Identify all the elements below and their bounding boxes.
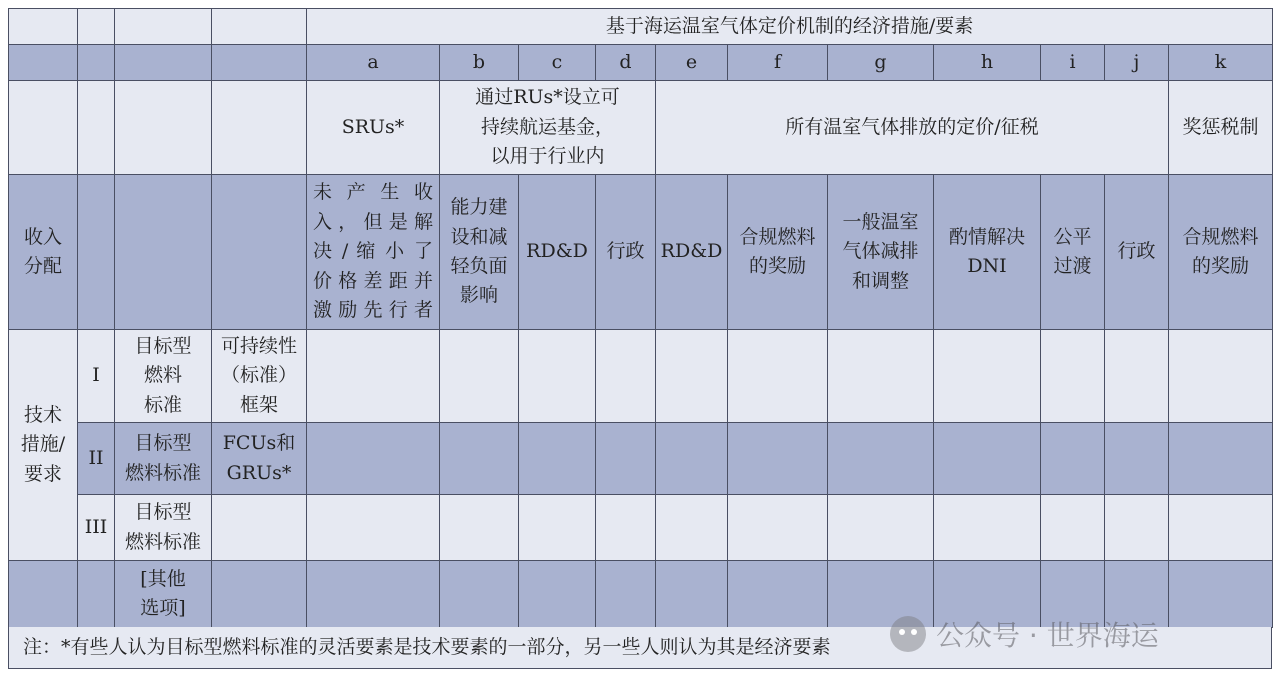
table-cell — [1041, 423, 1105, 495]
table-cell — [1041, 561, 1105, 628]
table-cell — [596, 561, 656, 628]
technical-label: 技术 措施/ 要求 — [9, 330, 78, 561]
table-cell — [307, 561, 440, 628]
revenue-cell-e: RD&D — [656, 175, 728, 330]
table-cell — [1105, 495, 1169, 561]
table-cell — [440, 423, 519, 495]
element-cell-other — [212, 561, 307, 628]
column-letter-i: i — [1041, 45, 1105, 81]
corner-cell-3 — [115, 9, 212, 45]
revenue-cell-f: 合规燃料 的奖励 — [728, 175, 828, 330]
revenue-blank — [78, 175, 115, 330]
table-cell — [656, 423, 728, 495]
revenue-cell-h: 酌情解决 DNI — [934, 175, 1041, 330]
table-cell — [440, 561, 519, 628]
standard-cell-ii: 目标型 燃料标准 — [115, 423, 212, 495]
table-cell — [519, 330, 596, 423]
column-letter-d: d — [596, 45, 656, 81]
table-cell — [828, 495, 934, 561]
table-cell — [1169, 423, 1273, 495]
group-feebate: 奖惩税制 — [1169, 81, 1273, 175]
group-row-blank — [9, 81, 78, 175]
table-cell — [1105, 330, 1169, 423]
column-letter-a: a — [307, 45, 440, 81]
table-cell — [1169, 330, 1273, 423]
table-cell — [934, 495, 1041, 561]
revenue-cell-i: 公平 过渡 — [1041, 175, 1105, 330]
table-cell — [1041, 495, 1105, 561]
column-letter-b: b — [440, 45, 519, 81]
roman-numeral-blank — [78, 561, 115, 628]
element-cell-i: 可持续性 （标准） 框架 — [212, 330, 307, 423]
roman-numeral-iii: III — [78, 495, 115, 561]
group-srus: SRUs* — [307, 81, 440, 175]
table-cell — [307, 330, 440, 423]
letter-row-blank — [212, 45, 307, 81]
standard-cell-other: [其他 选项] — [115, 561, 212, 628]
table-cell — [656, 561, 728, 628]
corner-cell-1 — [9, 9, 78, 45]
table-cell — [1105, 561, 1169, 628]
table-cell — [596, 495, 656, 561]
technical-blank — [9, 561, 78, 628]
letter-row-blank — [115, 45, 212, 81]
standard-cell-iii: 目标型 燃料标准 — [115, 495, 212, 561]
table-cell — [728, 330, 828, 423]
column-letter-g: g — [828, 45, 934, 81]
table-cell — [440, 330, 519, 423]
column-letter-j: j — [1105, 45, 1169, 81]
group-ghg-pricing: 所有温室气体排放的定价/征税 — [656, 81, 1169, 175]
table-cell — [934, 561, 1041, 628]
table-cell — [596, 423, 656, 495]
revenue-cell-d: 行政 — [596, 175, 656, 330]
revenue-cell-g: 一般温室 气体减排 和调整 — [828, 175, 934, 330]
column-letter-e: e — [656, 45, 728, 81]
table-cell — [1041, 330, 1105, 423]
letter-row-blank — [9, 45, 78, 81]
revenue-cell-a: 未 产 生 收 入，但是解 决 / 缩 小 了 价格差距并 激励先行者 — [307, 175, 440, 330]
table-cell — [828, 423, 934, 495]
roman-numeral-i: I — [78, 330, 115, 423]
table-cell — [519, 495, 596, 561]
watermark-text: 公众号 · 世界海运 — [936, 619, 1159, 652]
element-cell-iii — [212, 495, 307, 561]
table-cell — [656, 495, 728, 561]
group-sustainable-fund: 通过RUs*设立可 持续航运基金， 以用于行业内 — [440, 81, 656, 175]
table-cell — [1105, 423, 1169, 495]
column-letter-k: k — [1169, 45, 1273, 81]
column-letter-h: h — [934, 45, 1041, 81]
table-main-title: 基于海运温室气体定价机制的经济措施/要素 — [307, 9, 1273, 45]
table-cell — [596, 330, 656, 423]
roman-numeral-ii: II — [78, 423, 115, 495]
element-cell-ii: FCUs和 GRUs* — [212, 423, 307, 495]
corner-cell-4 — [212, 9, 307, 45]
table-cell — [307, 423, 440, 495]
revenue-cell-k: 合规燃料 的奖励 — [1169, 175, 1273, 330]
revenue-cell-j: 行政 — [1105, 175, 1169, 330]
revenue-label: 收入 分配 — [9, 175, 78, 330]
revenue-cell-b: 能力建 设和减 轻负面 影响 — [440, 175, 519, 330]
standard-cell-i: 目标型 燃料 标准 — [115, 330, 212, 423]
table-cell — [519, 423, 596, 495]
table-cell — [1169, 495, 1273, 561]
table-cell — [934, 330, 1041, 423]
table-cell — [656, 330, 728, 423]
revenue-cell-c: RD&D — [519, 175, 596, 330]
table-cell — [728, 561, 828, 628]
group-row-blank — [115, 81, 212, 175]
table-footnote: 注：*有些人认为目标型燃料标准的灵活要素是技术要素的一部分，另一些人则认为其是经济要素 — [8, 627, 1272, 669]
table-cell — [307, 495, 440, 561]
table-cell — [934, 423, 1041, 495]
column-letter-f: f — [728, 45, 828, 81]
measures-table — [8, 8, 1273, 628]
table-cell — [1169, 561, 1273, 628]
revenue-blank — [115, 175, 212, 330]
table-cell — [828, 330, 934, 423]
letter-row-blank — [78, 45, 115, 81]
column-letter-c: c — [519, 45, 596, 81]
group-row-blank — [212, 81, 307, 175]
group-row-blank — [78, 81, 115, 175]
table-cell — [728, 423, 828, 495]
corner-cell-2 — [78, 9, 115, 45]
revenue-blank — [212, 175, 307, 330]
table-cell — [440, 495, 519, 561]
table-cell — [519, 561, 596, 628]
table-cell — [828, 561, 934, 628]
table-cell — [728, 495, 828, 561]
